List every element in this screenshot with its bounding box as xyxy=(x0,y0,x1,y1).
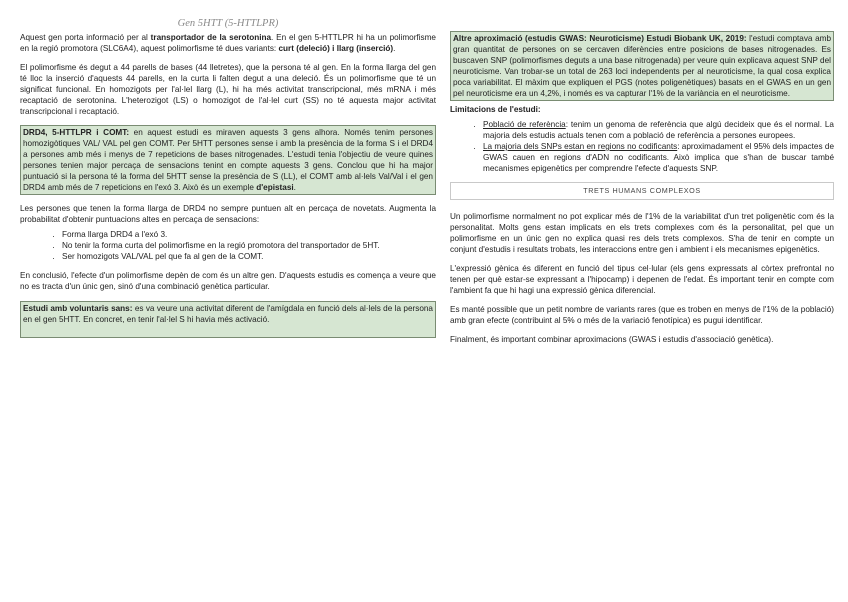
list-item: • No tenir la forma curta del polimorfisme en la regió promotora del transportador de 5HT. xyxy=(62,240,436,251)
rare-variants-paragraph: Es manté possible que un petit nombre de variants rares (que es troben en menys de l'1% de la població) amb gran efecte (contribuint al 5% o més de la variació fenotípica) es pugui identificar. xyxy=(450,305,834,325)
complex-traits-paragraph: Un polimorfisme normalment no pot explicar més de l'1% de la variabilitat d'un tret poligenètic com és la personalitat. Molts gens estan implicats en els trets complexes com és la personalitat, pel que un polimorfisme en un únic gen no explica quasi res dels trets complexos. S'ha de tenir en compte un conjunt d'estudis i resultats trobats, les interaccions entre gen i ambient i els mecanismes epigenètics. xyxy=(450,212,834,254)
left-column xyxy=(20,0,436,338)
highlight-term: curt (deleció) i llarg (inserció) xyxy=(278,44,394,53)
limitations-title: Limitacions de l'estudi: xyxy=(450,105,541,114)
polymorphism-paragraph: El polimorfisme és degut a 44 parells de bases (44 lletretes), que la persona té al gen. En la forma llarga del gen té lloc la inserció d'aquests 44 parells, en la curta li falten degut a una deleció. És un polimorfisme que té un significat funcional. En homozigots per l'al·lel llarg (L), hi ha més activitat transcripcional, més mRNA i més recaptació de serotonina. L'heterozigot (LS) o homozigot de l'al·lel curt (SS) no té aquesta major activitat transcripcional i recaptació. xyxy=(20,63,436,116)
drd4-study-box: DRD4, 5-HTTLPR i COMT: en aquest estudi es miraven aquests 3 gens alhora. Només tenim persones homozigòtiques VAL/ VAL pel gen COMT. Per 5HTT persones sense i amb la presència de la forma S i el DRD4 a persones amb més i menys de 7 repeticions de bases nitrogenades. L'estudi tenia l'objectiu de veure quines persones tenien major percaça de sensacions tenint en compte aquests 3 gens. Conclou que hi ha major puntuació si la persona té la forma del 5HTT sense la presència de S (LL), el COMT amb al·lels Val/Val i el gen DRD4 amb més de 7 repeticions en l'exó 3. Això és un exemple d'epistasi. xyxy=(20,125,436,195)
limitations-list xyxy=(450,119,834,174)
volunteers-study-box: Estudi amb voluntaris sans: es va veure una activitat diferent de l'amígdala en funció dels al·lels de la persona en el gen 5HTT. En concret, en tenir l'al·lel S hi havia més activació. xyxy=(20,301,436,338)
novelty-paragraph: Les persones que tenen la forma llarga de DRD4 no sempre puntuen alt en percaça de novetats. Augmenta la probabilitat d'obtenir puntuacions altes en percaça de sensacions: xyxy=(20,204,436,224)
list-item: • Població de referència: tenim un genoma de referència que algú decideix que és el normal. La majoria dels estudis actuals tenen com a població de referència a persones europees. xyxy=(483,119,834,141)
highlight-term: d'epistasi xyxy=(256,183,294,192)
section-heading: TRETS HUMANS COMPLEXOS xyxy=(450,182,834,200)
list-item: • Forma llarga DRD4 a l'exó 3. xyxy=(62,229,436,240)
list-item: • Ser homozigots VAL/VAL pel que fa al gen de la COMT. xyxy=(62,251,436,262)
final-paragraph: Finalment, és important combinar aproximacions (GWAS i estudis d'associació genètica). xyxy=(450,335,774,344)
highlight-term: transportador de la serotonina xyxy=(150,33,272,42)
right-column xyxy=(450,0,834,345)
box-heading: Estudi amb voluntaris sans: xyxy=(23,304,133,313)
box-heading: Altre aproximació (estudis GWAS: Neuroticisme) Estudi Biobank UK, 2019: xyxy=(453,34,747,43)
gwas-study-box: Altre aproximació (estudis GWAS: Neuroticisme) Estudi Biobank UK, 2019: l'estudi comptava amb gran quantitat de persones on se cercaven diferències entre posicions de bases nitrogenades. Es buscaven SNP (polimorfismes deguts a una base nitrogenada) per veure quin explicava aquest SNP del neuroticisme. Van trobar-se un total de 263 loci independents per al neuroticisme, la qual cosa explica poca variabilitat. El màxim que expliquen el PGS (notes poligenètiques) basats en el GWAS en un gen pel neuroticisme era un 4,2%, i només es va capturar l'1% de la variància en el neuroticisme. xyxy=(450,31,834,101)
gene-expression-paragraph: L'expressió gènica és diferent en funció del tipus cel·lular (els gens expressats al còrtex prefrontal no tenen per què estar-se expressant a l'hipocamp) i depenen de l'edat. És important tenir en compte com l'ambient fa que hi hagi una expressió gènica diferencial. xyxy=(450,264,834,295)
section-title: Gen 5HTT (5-HTTLPR) xyxy=(177,18,279,29)
intro-paragraph: Aquest gen porta informació per al transportador de la serotonina. En el gen 5-HTTLPR hi ha un polimorfisme en la regió promotora (SLC6A4), aquest polimorfisme té dues variants: curt (deleció) i llarg (inserció). xyxy=(20,33,436,53)
box-heading: DRD4, 5-HTTLPR i COMT: xyxy=(23,128,130,137)
list-item: • La majoria dels SNPs estan en regions no codificants: aproximadament el 95% dels impactes de GWAS cauen en regions d'ADN no codificants. Això implica que s'han de buscar també mecanismes epigenètics per comprendre l'efecte d'aquests SNP. xyxy=(483,141,834,174)
factors-list xyxy=(20,229,436,262)
conclusion-paragraph: En conclusió, l'efecte d'un polimorfisme depèn de com és un altre gen. D'aquests estudis es comença a veure que no es tracta d'un únic gen, sinó d'una combinació genètica particular. xyxy=(20,271,436,291)
